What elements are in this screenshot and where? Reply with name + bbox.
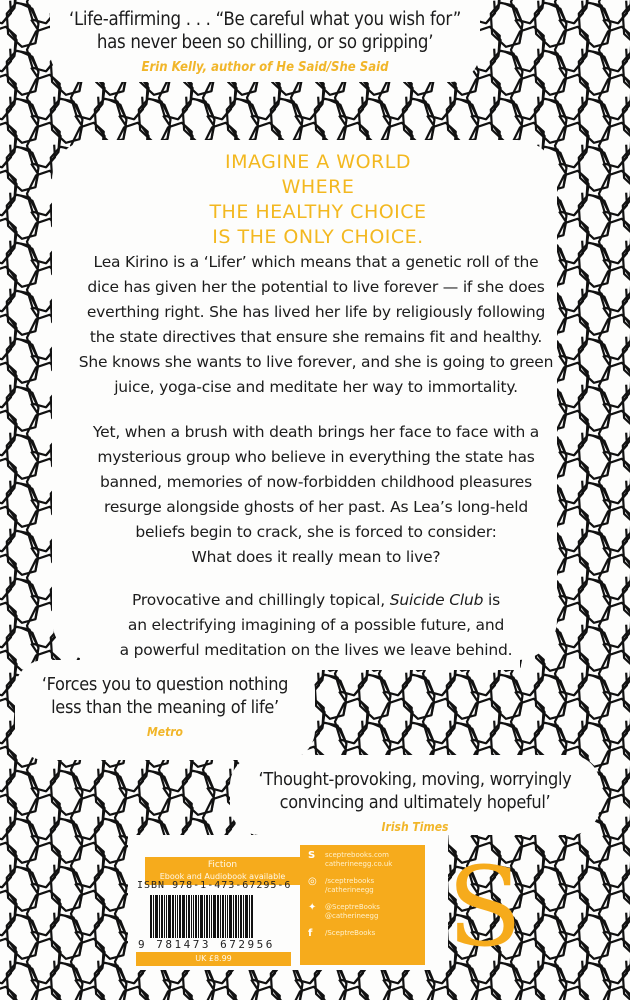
top-quote-attribution: Erin Kelly, author of He Said/She Said: [141, 60, 389, 75]
barcode-digits: 9 781473 672956: [138, 938, 275, 951]
blurb-line: juice, yoga-cise and meditate her way to immortality.: [114, 378, 518, 396]
blurb-line: a powerful meditation on the lives we leave behind.: [119, 641, 513, 659]
tagline: [188, 150, 448, 250]
blurb-line: mysterious group who believe in everything the state has: [97, 448, 535, 466]
social-twitter: [308, 903, 425, 921]
social-text: @catherineegg: [325, 912, 379, 920]
tagline-line-1: IMAGINE A WORLD WHERE: [225, 151, 411, 198]
blurb-line: [36, 588, 596, 613]
blurb-paragraph-3: [36, 588, 596, 663]
social-links-panel: [300, 845, 425, 965]
metro-attribution: Metro: [147, 725, 183, 739]
blurb-line: She knows she wants to live forever, and she is going to green: [78, 353, 554, 371]
social-facebook: [308, 929, 425, 938]
price-label: UK £8.99: [136, 952, 291, 966]
social-text: sceptrebooks.com: [325, 851, 389, 859]
isbn-text: ISBN 978-1-473-67295-6: [137, 880, 292, 891]
blurb-text: is: [483, 591, 500, 609]
tagline-line-3: IS THE ONLY CHOICE.: [212, 226, 424, 248]
social-text: /SceptreBooks: [325, 929, 376, 937]
blurb-paragraph-2: [36, 420, 596, 570]
social-text: /sceptrebooks: [325, 877, 375, 885]
publisher-logo: S: [447, 843, 523, 971]
twitter-icon: ✦: [308, 902, 317, 913]
instagram-icon: ◎: [308, 876, 317, 887]
blurb-paragraph-1: [36, 250, 596, 400]
blurb-line: the state directives that ensure she remains fit and healthy.: [89, 328, 543, 346]
top-quote-line-1: ‘Life-affirming . . . “Be careful what you wish for”: [68, 9, 462, 30]
top-quote-line-2: has never been so chilling, or so gripping’: [96, 32, 434, 53]
social-instagram: [308, 877, 425, 895]
metro-quote: [20, 673, 310, 744]
genre-label: Fiction: [207, 860, 238, 870]
metro-quote-line-1: ‘Forces you to question nothing: [41, 674, 289, 695]
blurb-line: banned, memories of now-forbidden childhood pleasures: [100, 473, 532, 491]
blurb-line: dice has given her the potential to live forever — if she does: [87, 278, 545, 296]
blurb-line: beliefs begin to crack, she is forced to consider:: [135, 523, 497, 541]
formats-label: Ebook and Audiobook available: [159, 872, 286, 881]
social-text: /catherineegg: [325, 886, 374, 894]
top-quote: [45, 8, 485, 79]
web-icon: S: [308, 850, 316, 861]
irish-times-attribution: Irish Times: [381, 820, 449, 834]
blurb-line: resurge alongside ghosts of her past. As Lea’s long-held: [104, 498, 528, 516]
blurb-text: Provocative and chillingly topical,: [132, 591, 390, 609]
blurb-line: Yet, when a brush with death brings her face to face with a: [92, 423, 540, 441]
social-text: @SceptreBooks: [325, 903, 380, 911]
irish-times-quote-line-1: ‘Thought-provoking, moving, worryingly: [258, 769, 572, 790]
book-title: Suicide Club: [389, 591, 484, 609]
social-web: [308, 851, 425, 869]
barcode: [150, 895, 276, 943]
blurb-line: everthing right. She has lived her life by religiously following: [86, 303, 546, 321]
blurb-line: Lea Kirino is a ‘Lifer’ which means that a genetic roll of the: [93, 253, 539, 271]
metro-quote-line-2: less than the meaning of life’: [51, 697, 279, 718]
tagline-line-2: THE HEALTHY CHOICE: [209, 201, 427, 223]
irish-times-quote: [225, 768, 605, 839]
social-text: catherineegg.co.uk: [325, 860, 393, 868]
irish-times-quote-line-2: convincing and ultimately hopeful’: [279, 792, 551, 813]
blurb-line: an electrifying imagining of a possible future, and: [127, 616, 505, 634]
facebook-icon: f: [308, 928, 313, 939]
blurb-line: What does it really mean to live?: [191, 548, 441, 566]
